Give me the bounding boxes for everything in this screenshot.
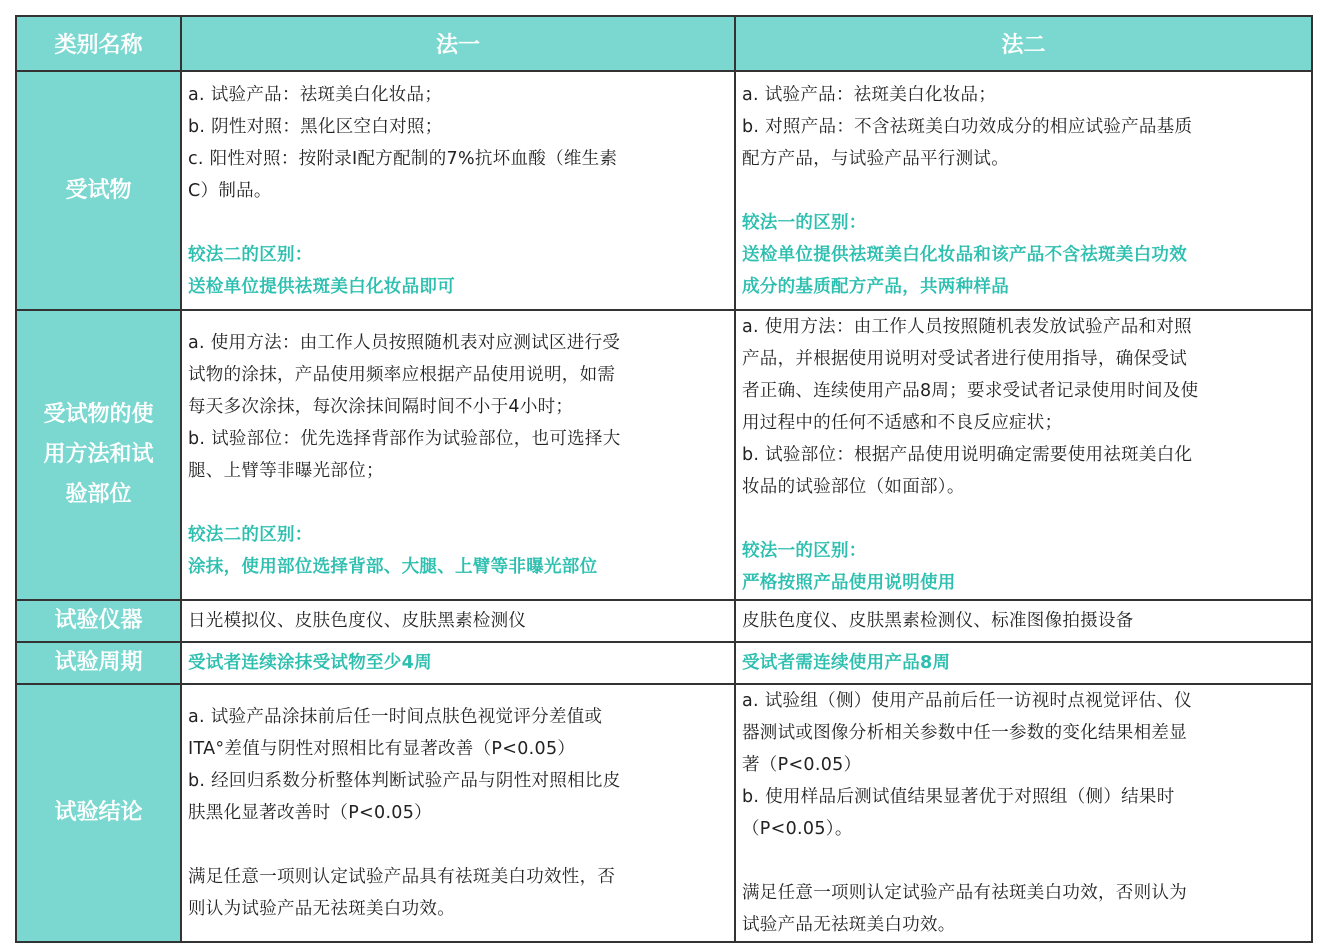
row-label-line: 受试物 — [65, 177, 132, 203]
difference-text: 成分的基质配方产品，共两种样品 — [742, 276, 1009, 297]
text-line: C）制品。 — [188, 180, 272, 201]
row-conclusion — [16, 684, 1312, 942]
row-label — [16, 684, 181, 942]
difference-title: 较法二的区别： — [188, 525, 313, 545]
text-line: 皮肤色度仪、皮肤黑素检测仪、标准图像拍摄设备 — [742, 611, 1134, 631]
header-method-2: 法二 — [735, 16, 1312, 71]
summary-line: 试验产品无祛斑美白功效。 — [742, 915, 956, 935]
text-line: 试物的涂抹，产品使用频率应根据产品使用说明，如需 — [188, 365, 616, 385]
text-line: b. 阴性对照：黑化区空白对照； — [188, 116, 443, 137]
summary-line: 满足任意一项则认定试验产品有祛斑美白功效，否则认为 — [742, 883, 1187, 903]
header-category: 类别名称 — [16, 16, 181, 71]
row-test-substance — [16, 71, 1312, 310]
text-line: 著（P<0.05） — [742, 755, 862, 775]
text-line: 产品，并根据使用说明对受试者进行使用指导，确保受试 — [742, 349, 1187, 369]
method-2-cell — [735, 684, 1312, 942]
text-line: 肤黑化显著改善时（P<0.05） — [188, 803, 432, 823]
method-2-cell — [735, 600, 1312, 642]
difference-text: 涂抹，使用部位选择背部、大腿、上臂等非曝光部位 — [188, 557, 598, 577]
text-line: 受试者需连续使用产品8周 — [742, 653, 951, 673]
difference-text: 送检单位提供祛斑美白化妆品即可 — [188, 276, 455, 297]
text-line: 日光模拟仪、皮肤色度仪、皮肤黑素检测仪 — [188, 611, 527, 631]
method-2-cell — [735, 642, 1312, 684]
difference-title: 较法一的区别： — [742, 212, 867, 233]
row-label-line: 试验仪器 — [54, 608, 143, 633]
method-2-cell — [735, 310, 1312, 600]
header-row — [16, 16, 1312, 71]
method-2-cell — [735, 71, 1312, 310]
difference-text: 送检单位提供祛斑美白化妆品和该产品不含祛斑美白功效 — [742, 244, 1187, 265]
summary-line: 则认为试验产品无祛斑美白功效。 — [188, 899, 455, 919]
text-line: a. 试验产品：祛斑美白化妆品； — [188, 84, 443, 105]
text-line: b. 经回归系数分析整体判断试验产品与阴性对照相比皮 — [188, 771, 621, 791]
text-line: 受试者连续涂抹受试物至少4周 — [188, 653, 432, 673]
text-line: b. 对照产品：不含祛斑美白功效成分的相应试验产品基质 — [742, 116, 1193, 137]
row-usage-method — [16, 310, 1312, 600]
difference-title: 较法二的区别： — [188, 244, 313, 265]
difference-text: 严格按照产品使用说明使用 — [742, 573, 956, 593]
text-line: 每天多次涂抹，每次涂抹间隔时间不小于4小时； — [188, 397, 574, 417]
comparison-table — [15, 15, 1313, 943]
text-line: 腿、上臂等非曝光部位； — [188, 461, 384, 481]
text-line: a. 试验组（侧）使用产品前后任一访视时点视觉评估、仪 — [742, 691, 1192, 711]
text-line: a. 使用方法：由工作人员按照随机表对应测试区进行受 — [188, 333, 621, 353]
difference-title: 较法一的区别： — [742, 541, 867, 561]
text-line: a. 试验产品涂抹前后任一时间点肤色视觉评分差值或 — [188, 707, 603, 727]
method-1-cell — [181, 642, 735, 684]
row-label — [16, 310, 181, 600]
text-line: a. 使用方法：由工作人员按照随机表发放试验产品和对照 — [742, 317, 1192, 337]
method-1-cell — [181, 684, 735, 942]
text-line: 者正确、连续使用产品8周；要求受试者记录使用时间及使 — [742, 381, 1199, 401]
text-line: 配方产品，与试验产品平行测试。 — [742, 148, 1009, 169]
text-line: ITA°差值与阴性对照相比有显著改善（P<0.05） — [188, 739, 576, 759]
summary-line: 满足任意一项则认定试验产品具有祛斑美白功效性，否 — [188, 867, 616, 887]
text-line: c. 阳性对照：按附录I配方配制的7%抗坏血酸（维生素 — [188, 148, 618, 169]
text-line: b. 使用样品后测试值结果显著优于对照组（侧）结果时 — [742, 787, 1175, 807]
row-label-line: 试验周期 — [54, 650, 143, 675]
row-instruments — [16, 600, 1312, 642]
text-line: 用过程中的任何不适感和不良反应症状； — [742, 413, 1063, 433]
text-line: 妆品的试验部位（如面部）。 — [742, 477, 965, 497]
method-1-cell — [181, 71, 735, 310]
row-label-line: 试验结论 — [54, 800, 143, 825]
method-1-cell — [181, 310, 735, 600]
text-line: b. 试验部位：根据产品使用说明确定需要使用祛斑美白化 — [742, 445, 1193, 465]
row-label-line: 受试物的使 — [43, 402, 154, 427]
row-label — [16, 600, 181, 642]
text-line: （P<0.05）。 — [742, 819, 853, 839]
row-label-line: 验部位 — [65, 482, 132, 507]
method-1-cell — [181, 600, 735, 642]
row-label — [16, 71, 181, 310]
row-test-period — [16, 642, 1312, 684]
row-label — [16, 642, 181, 684]
header-method-1: 法一 — [181, 16, 735, 71]
text-line: a. 试验产品：祛斑美白化妆品； — [742, 84, 997, 105]
row-label-line: 用方法和试 — [43, 442, 154, 467]
text-line: 器测试或图像分析相关参数中任一参数的变化结果相差显 — [742, 723, 1187, 743]
text-line: b. 试验部位：优先选择背部作为试验部位，也可选择大 — [188, 429, 621, 449]
